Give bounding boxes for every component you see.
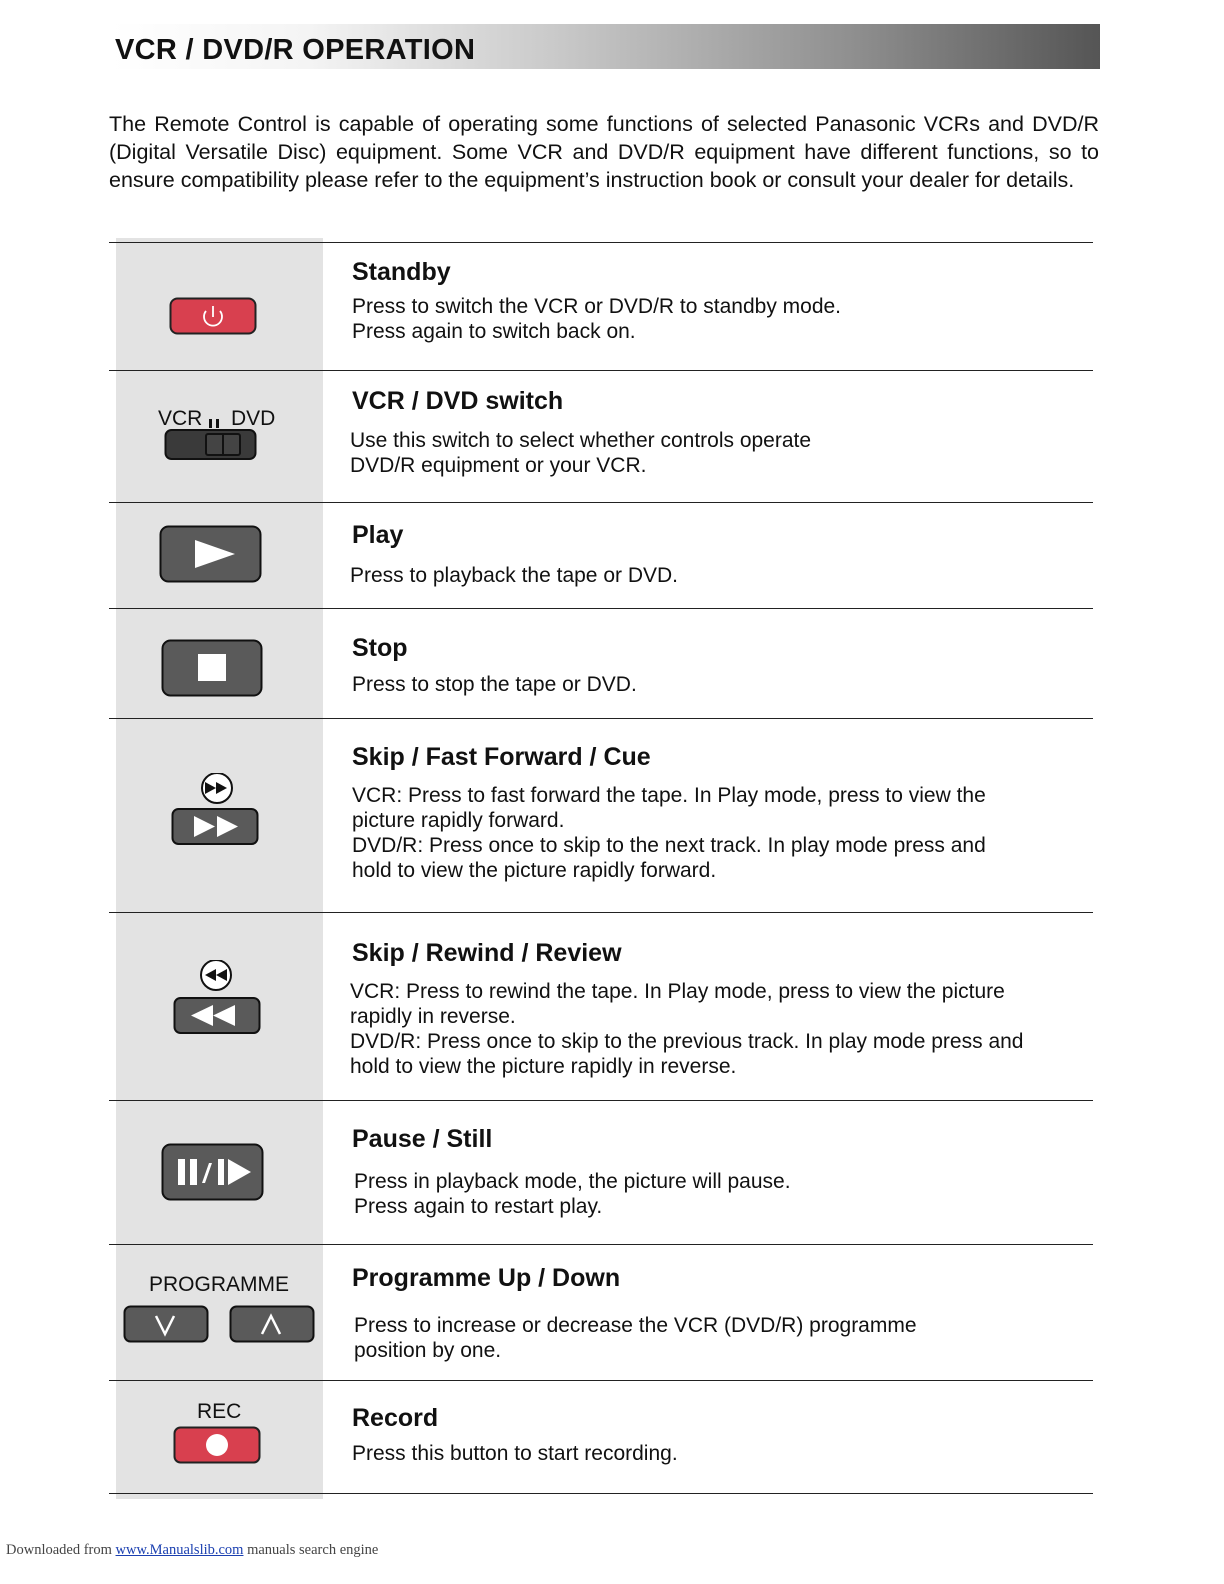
standby-button — [169, 297, 257, 340]
row-description: Use this switch to select whether controls operate DVD/R equipment or your VCR. — [350, 429, 812, 477]
row-description: Press to playback the tape or DVD. — [350, 564, 678, 587]
row-play — [109, 503, 1093, 609]
row-description: Press this button to start recording. — [352, 1442, 678, 1465]
rewind-button — [173, 960, 263, 1041]
row-stop — [109, 609, 1093, 719]
pause-still-icon — [161, 1143, 265, 1203]
page-title: VCR / DVD/R OPERATION — [115, 34, 476, 66]
row-title: Play — [352, 521, 404, 549]
record-icon — [173, 1426, 263, 1466]
fast-forward-button — [171, 773, 261, 854]
rec-label: REC — [197, 1400, 242, 1423]
programme-up-icon — [231, 1307, 314, 1342]
fast-forward-icon — [171, 773, 261, 849]
row-divider — [109, 1493, 1093, 1494]
row-description: VCR: Press to rewind the tape. In Play mode, press to view the picture rapidly in reverse. DVD/R: Press once to skip to the previous track. In play mode press and hold to view the picture rapidly in reverse. — [350, 980, 1024, 1078]
row-title: Stop — [352, 634, 408, 662]
play-button — [159, 525, 263, 590]
row-title: VCR / DVD switch — [352, 387, 564, 415]
vcr-label: VCR — [158, 407, 203, 430]
footer — [6, 1542, 378, 1559]
rewind-icon — [173, 960, 263, 1036]
row-description: Press in playback mode, the picture will pause. Press again to restart play. — [354, 1170, 791, 1218]
row-title: Standby — [352, 258, 451, 286]
dvd-label: DVD — [231, 407, 276, 430]
row-description: Press to stop the tape or DVD. — [352, 673, 637, 696]
intro-paragraph: The Remote Control is capable of operating some functions of selected Panasonic VCRs and DVD/R (Digital Versatile Disc) equipment. Some VCR and DVD/R equipment have different functions, so to ensure compatibility please refer to the equipment’s instruction book or consult your dealer for details. — [109, 112, 1099, 192]
row-vcr-dvd-switch — [109, 371, 1093, 503]
standby-icon — [169, 297, 257, 335]
row-description: VCR: Press to fast forward the tape. In Play mode, press to view the picture rapidly forward. DVD/R: Press once to skip to the next track. In play mode press and hold to view the picture rapidly forward. — [352, 784, 986, 882]
row-description: Press to switch the VCR or DVD/R to standby mode. Press again to switch back on. — [352, 295, 842, 343]
footer-prefix: Downloaded from — [6, 1542, 112, 1558]
pause-still-button — [161, 1143, 265, 1208]
row-rewind — [109, 913, 1093, 1101]
stop-icon — [161, 639, 265, 699]
footer-link[interactable]: www.Manualslib.com — [115, 1542, 244, 1558]
row-title: Pause / Still — [352, 1125, 493, 1153]
programme-down-icon — [125, 1307, 208, 1342]
footer-suffix: manuals search engine — [247, 1542, 379, 1558]
row-title: Record — [352, 1404, 439, 1432]
row-title: Skip / Fast Forward / Cue — [352, 743, 651, 771]
row-standby — [109, 242, 1093, 371]
row-title: Programme Up / Down — [352, 1264, 621, 1292]
vcr-dvd-switch — [164, 419, 258, 468]
row-pause — [109, 1101, 1093, 1245]
row-fast-forward — [109, 719, 1093, 913]
row-title: Skip / Rewind / Review — [352, 939, 622, 967]
slide-switch-icon — [164, 419, 258, 463]
record-button — [173, 1426, 263, 1471]
programme-label: PROGRAMME — [149, 1273, 290, 1296]
stop-button — [161, 639, 265, 704]
play-icon — [159, 525, 263, 585]
programme-buttons — [123, 1305, 317, 1350]
row-description: Press to increase or decrease the VCR (DVD/R) programme position by one. — [354, 1314, 917, 1362]
row-programme — [109, 1245, 1093, 1381]
row-record — [109, 1381, 1093, 1494]
